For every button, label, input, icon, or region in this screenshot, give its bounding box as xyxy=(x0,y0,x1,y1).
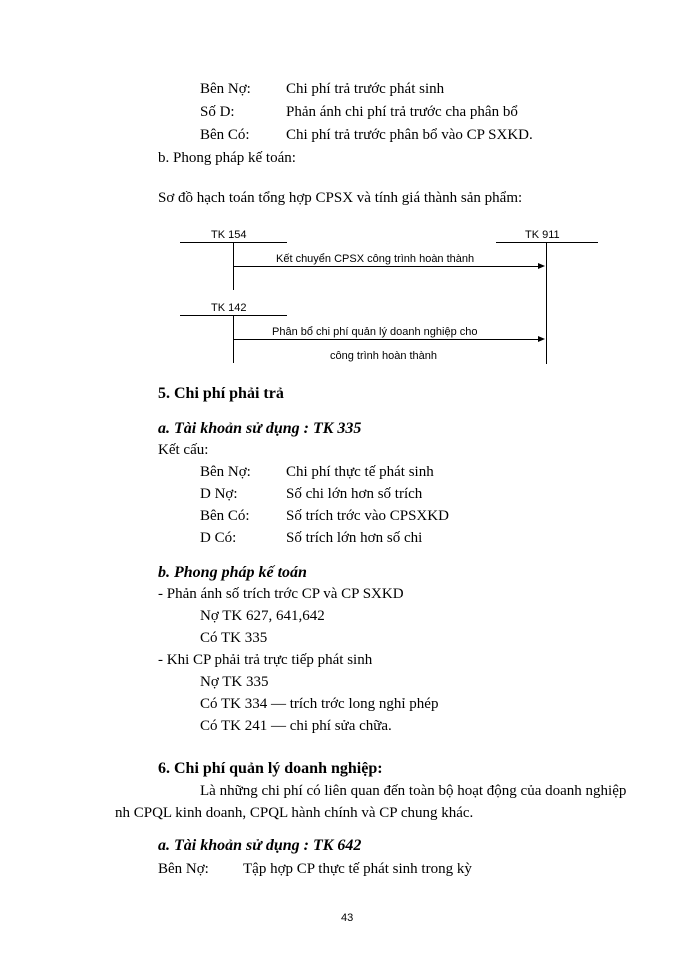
allocation-arrowhead xyxy=(538,336,545,342)
s5-row4-text: Số trích lớn hơn số chi xyxy=(286,530,423,546)
section6-debit-text: Tập hợp CP thực tế phát sinh trong kỳ xyxy=(243,861,472,877)
s5-row1-text: Chi phí thực tế phát sinh xyxy=(286,464,434,480)
s5-row1-label: Bên Nợ: xyxy=(200,464,251,480)
s5-row2-text: Số chi lớn hơn số trích xyxy=(286,486,423,502)
intro-debit-text: Chi phí trả trước phát sinh xyxy=(286,81,445,97)
s5-entry-4: - Khi CP phải trả trực tiếp phát sinh xyxy=(158,652,373,668)
s5-entry-3: Có TK 335 xyxy=(200,630,268,646)
account-154-label: TK 154 xyxy=(211,229,247,241)
intro-balance-label: Số D: xyxy=(200,104,235,120)
account-911-line xyxy=(496,242,598,243)
section5-structure-label: Kết cấu: xyxy=(158,442,209,458)
transfer-arrowhead xyxy=(538,263,545,269)
transfer-label: Kết chuyển CPSX công trình hoàn thành xyxy=(276,253,475,265)
s5-entry-1: - Phản ánh số trích trớc CP và CP SXKD xyxy=(158,586,404,602)
section5-account-heading: a. Tài khoản sử dụng : TK 335 xyxy=(158,420,362,437)
intro-credit-text: Chi phí trả trước phân bổ vào CP SXKD. xyxy=(286,127,533,143)
section6-para-line1: Là những chi phí có liên quan đến toàn bộ hoạt động của doanh nghiệp xyxy=(200,783,627,799)
allocation-label-line1: Phân bổ chi phí quản lý doanh nghiệp cho xyxy=(272,326,478,338)
allocation-label-line2: công trình hoàn thành xyxy=(330,350,438,362)
section5-title: 5. Chi phí phải trả xyxy=(158,385,284,402)
section6-para-line2: nh CPQL kinh doanh, CPQL hành chính và CP chung khác. xyxy=(115,805,474,821)
s5-row2-label: D Nợ: xyxy=(200,486,238,502)
account-142-label: TK 142 xyxy=(211,302,247,314)
s5-row3-label: Bên Có: xyxy=(200,508,250,524)
s5-row4-label: D Có: xyxy=(200,530,237,546)
intro-debit-label: Bên Nợ: xyxy=(200,81,251,97)
intro-method-heading: b. Phong pháp kế toán: xyxy=(158,150,296,166)
s5-entry-5: Nợ TK 335 xyxy=(200,674,269,690)
allocation-arrow-line xyxy=(233,339,539,340)
intro-balance-text: Phản ánh chi phí trả trước cha phân bổ xyxy=(286,104,518,120)
s5-row3-text: Số trích trớc vào CPSXKD xyxy=(286,508,449,524)
section5-method-heading: b. Phong pháp kế toán xyxy=(158,564,307,581)
section6-account-heading: a. Tài khoản sử dụng : TK 642 xyxy=(158,837,362,854)
transfer-arrow-line xyxy=(233,266,539,267)
s5-entry-6: Có TK 334 — trích trớc long nghỉ phép xyxy=(200,696,439,712)
diagram-caption: Sơ đồ hạch toán tổng hợp CPSX và tính giá thành sản phẩm: xyxy=(158,190,523,206)
page-number: 43 xyxy=(341,912,354,924)
account-911-stem xyxy=(546,242,547,364)
s5-entry-7: Có TK 241 — chi phí sửa chữa. xyxy=(200,718,392,734)
s5-entry-2: Nợ TK 627, 641,642 xyxy=(200,608,325,624)
section6-debit-label: Bên Nợ: xyxy=(158,861,209,877)
section6-title: 6. Chi phí quản lý doanh nghiệp: xyxy=(158,760,383,777)
account-911-label: TK 911 xyxy=(525,229,560,241)
intro-credit-label: Bên Có: xyxy=(200,127,250,143)
